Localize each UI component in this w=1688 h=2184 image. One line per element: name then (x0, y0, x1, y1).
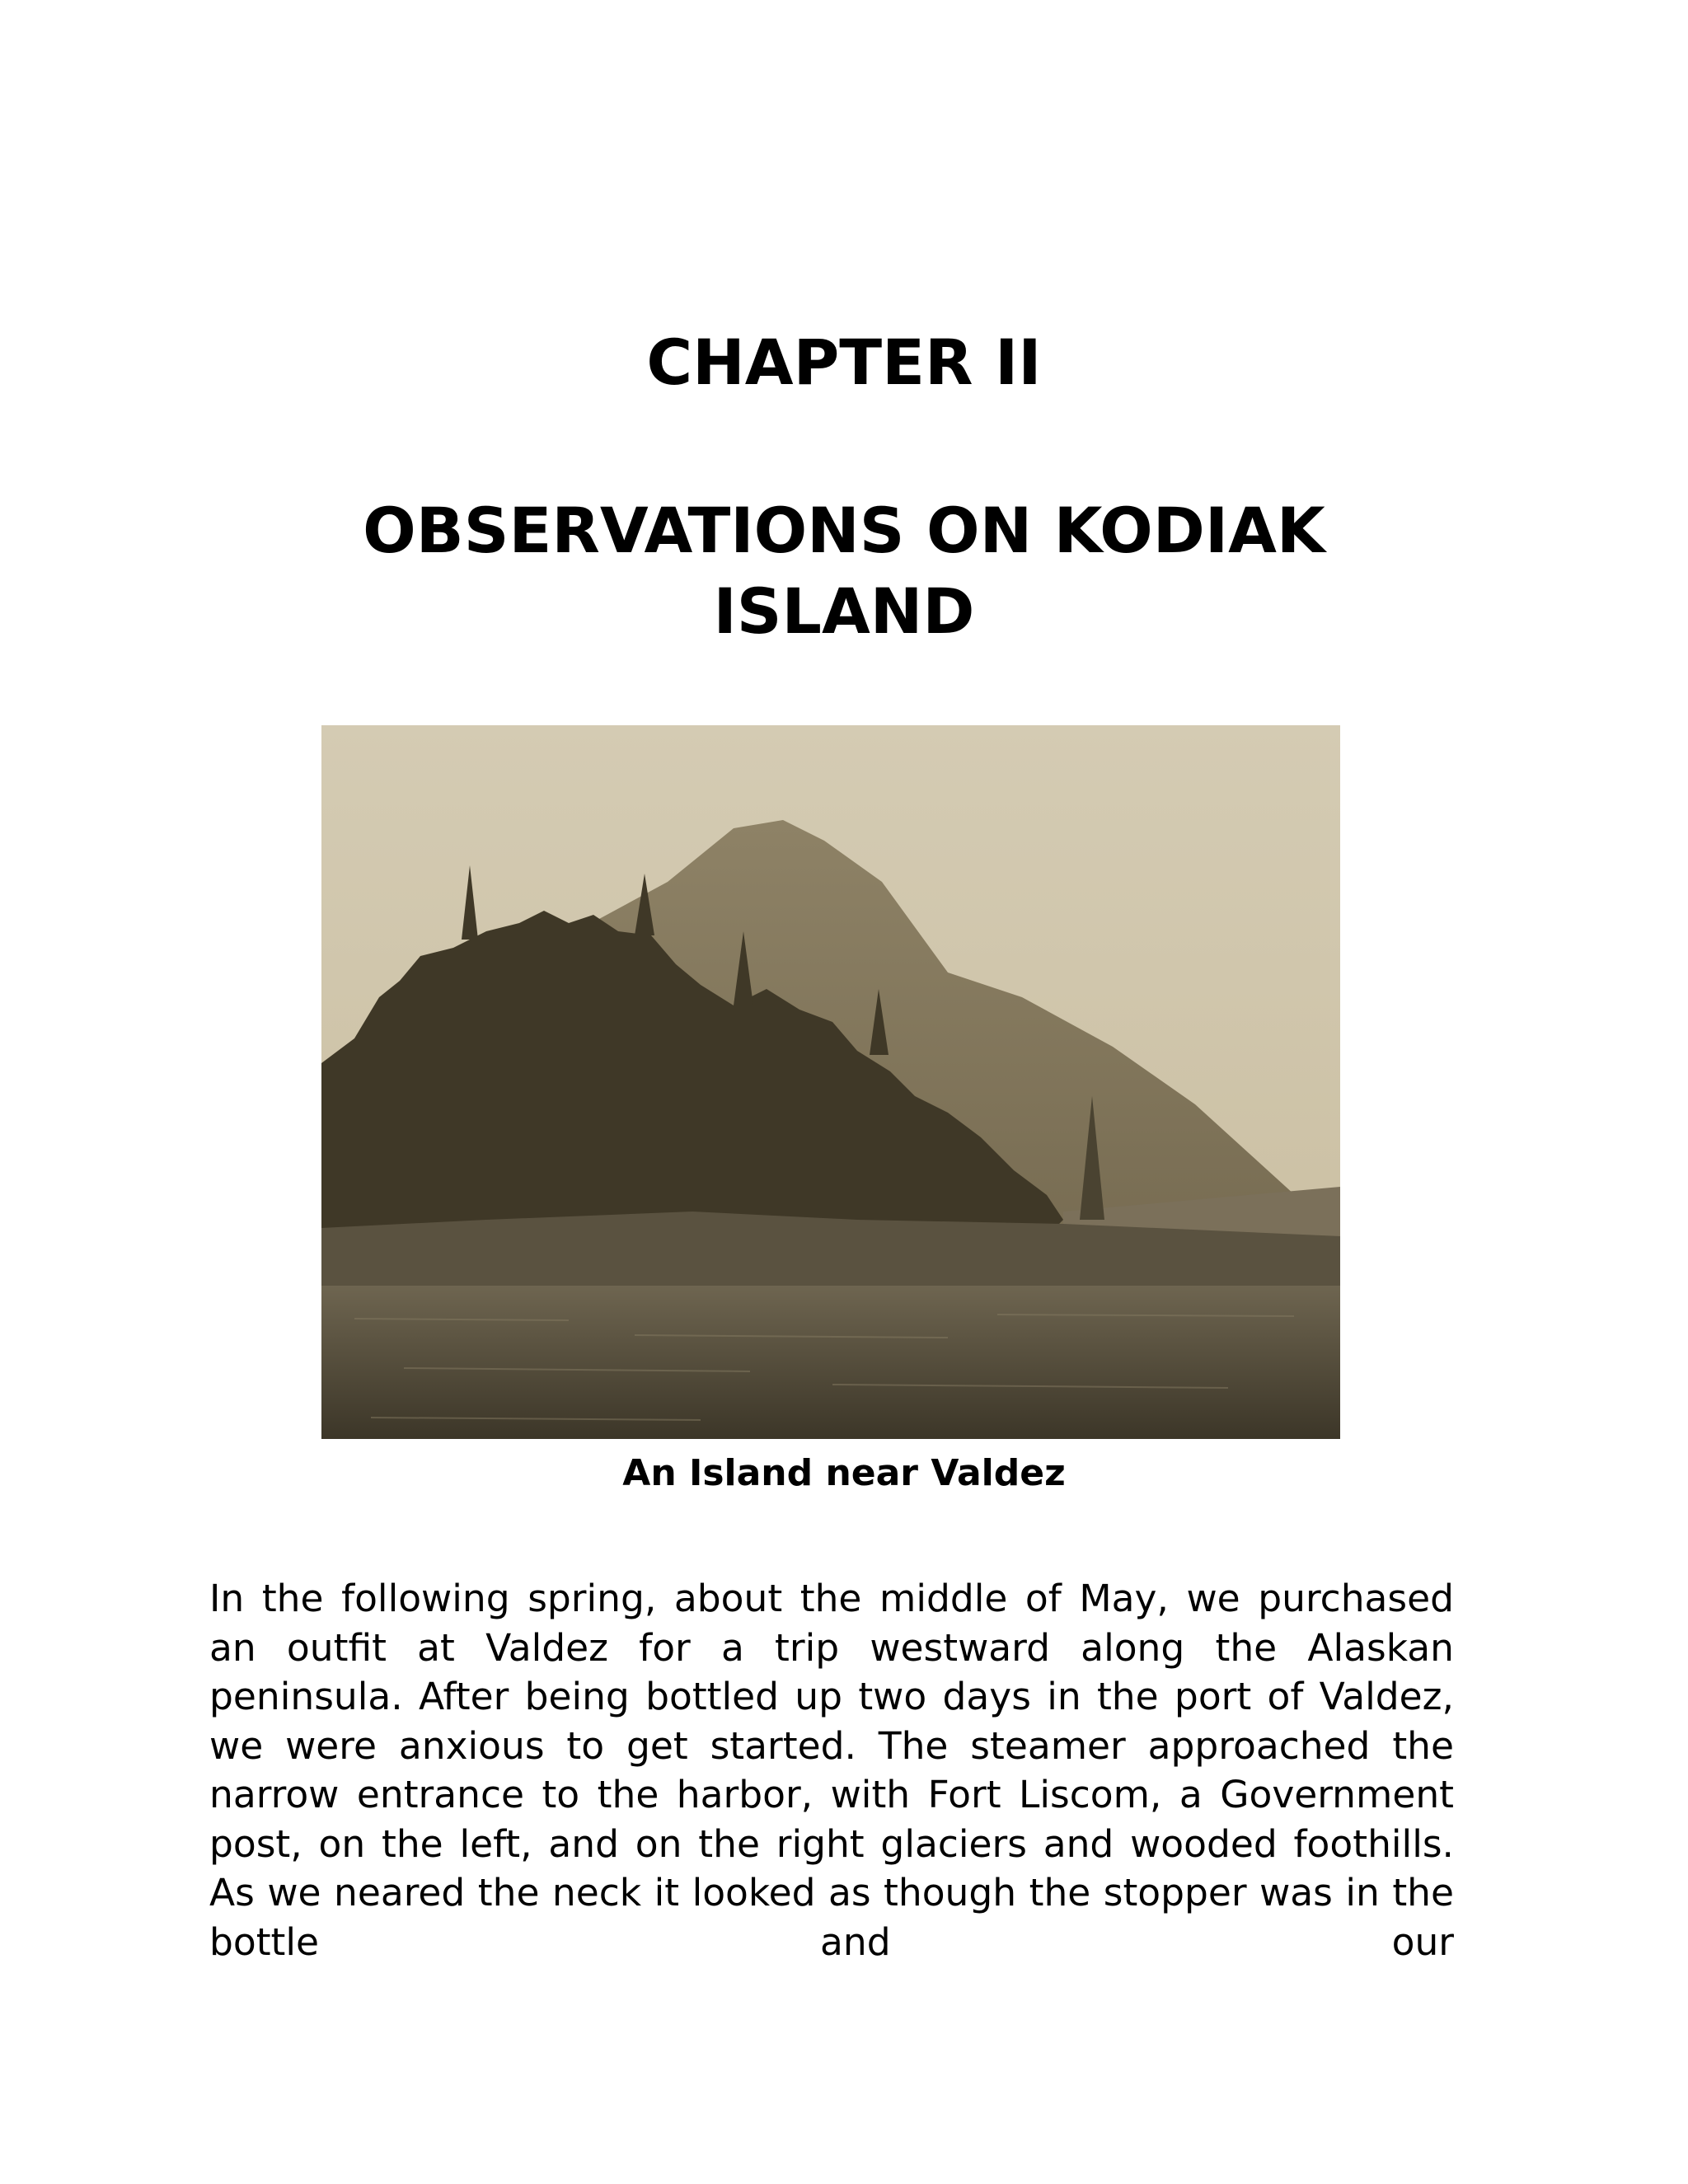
island-photo (321, 725, 1340, 1439)
body-paragraph: In the following spring, about the middle of May, we purchased an outfit at Valdez for a trip westward along the Alaskan peninsula. After being bottled up two days in the port of Valdez, we were anxious to get started. The steamer approached the narrow entrance to the harbor, with Fort Liscom, a Government post, on the left, and on the right glaciers and wooded foothills. As we neared the neck it looked as though the stopper was in the bottle and our (209, 1577, 1454, 1964)
island-photo-icon (321, 725, 1340, 1439)
chapter-number: CHAPTER II (646, 326, 1042, 399)
chapter-title: OBSERVATIONS ON KODIAK ISLAND (363, 494, 1325, 648)
figure-caption: An Island near Valdez (622, 1452, 1066, 1494)
